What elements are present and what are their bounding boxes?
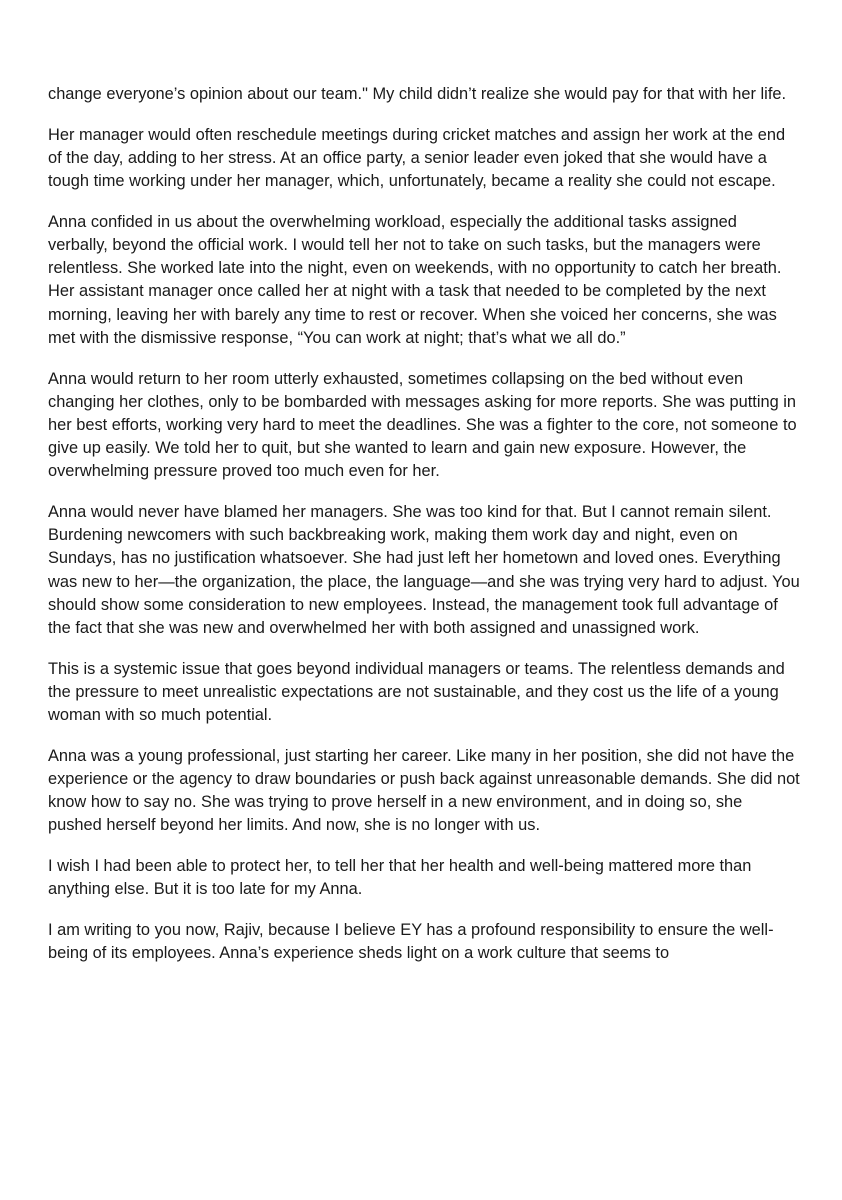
paragraph: Her manager would often reschedule meetings during cricket matches and assign her work at the end of the day, adding to her stress. At an office party, a senior leader even joked that she would have a tough time working under her manager, which, unfortunately, became a reality she could not escape. [48, 125, 786, 191]
paragraph: Anna would never have blamed her managers. She was too kind for that. But I cannot remain silent. Burdening newcomers with such backbreaking work, making them work day and night, even on Sundays, has no justification whatsoever. She had just left her hometown and loved ones. Everything was new to her—the organization, the place, the language—and she was trying very hard to adjust. You should show some consideration to new employees. Instead, the management took full advantage of the fact that she was new and overwhelmed her with both assigned and unassigned work. [48, 503, 800, 638]
paragraph: Anna confided in us about the overwhelming workload, especially the additional tasks assigned verbally, beyond the official work. I would tell her not to take on such tasks, but the managers were relentless. She worked late into the night, even on weekends, with no opportunity to catch her breath. Her assistant manager once called her at night with a task that needed to be completed by the next morning, leaving her with barely any time to rest or recover. When she voiced her concerns, she was met with the dismissive response, “You can work at night; that’s what we all do.” [48, 212, 782, 347]
paragraph: Anna would return to her room utterly exhausted, sometimes collapsing on the bed without even changing her clothes, only to be bombarded with messages asking for more reports. She was putting in her best efforts, working very hard to meet the deadlines. She was a fighter to the core, not someone to give up easily. We told her to quit, but she wanted to learn and gain new exposure. However, the overwhelming pressure proved too much even for her. [48, 369, 797, 481]
paragraph: This is a systemic issue that goes beyond individual managers or teams. The relentless demands and the pressure to meet unrealistic expectations are not sustainable, and they cost us the life of a young woman with so much potential. [48, 659, 785, 725]
paragraph: Anna was a young professional, just starting her career. Like many in her position, she did not have the experience or the agency to draw boundaries or push back against unreasonable demands. She did not know how to say no. She was trying to prove herself in a new environment, and in doing so, she pushed herself beyond her limits. And now, she is no longer with us. [48, 746, 800, 835]
paragraph: I wish I had been able to protect her, to tell her that her health and well-being mattered more than anything else. But it is too late for my Anna. [48, 857, 752, 899]
paragraph: change everyone’s opinion about our team." My child didn’t realize she would pay for that with her life. [48, 85, 787, 103]
paragraph: I am writing to you now, Rajiv, because I believe EY has a profound responsibility to ensure the well-being of its employees. Anna’s experience sheds light on a work culture that seems to [48, 921, 774, 963]
letter-page [48, 83, 800, 983]
